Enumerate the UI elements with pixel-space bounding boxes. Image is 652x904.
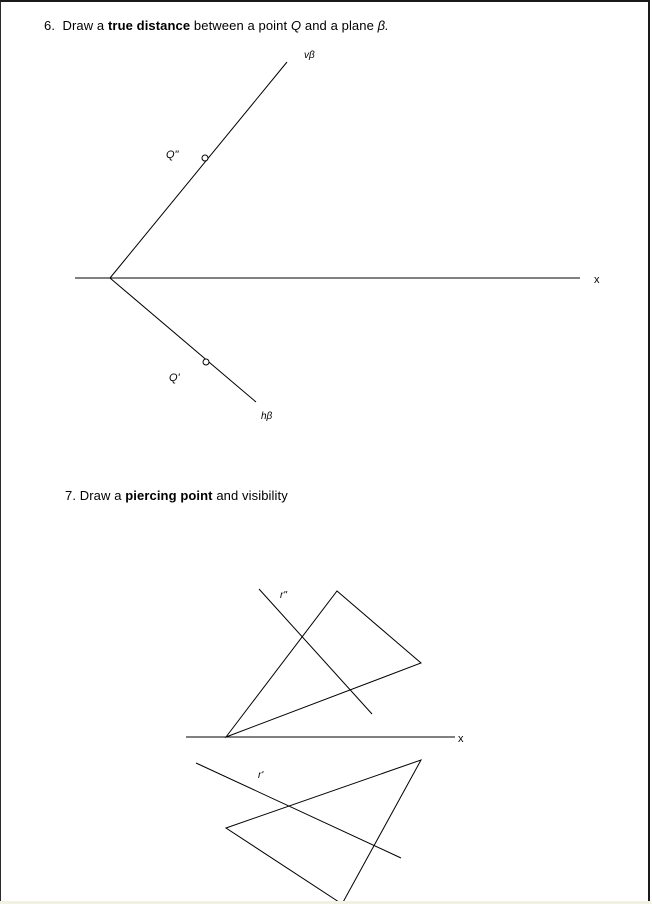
q6-text-pre: Draw a [62, 18, 105, 33]
fig7-triangle-front [226, 591, 421, 737]
q7-bold-term: piercing point [125, 488, 213, 503]
fig6-v-trace [110, 62, 287, 278]
q6-text-and: and a plane [304, 18, 374, 33]
q6-bold-term: true distance [107, 18, 191, 33]
fig7-triangle-top [226, 760, 421, 904]
fig6-point-q-top [203, 359, 209, 365]
fig7-line-r-front [259, 589, 372, 714]
q6-point-symbol: Q [290, 18, 302, 33]
fig6-q-front-label: Q" [166, 149, 179, 161]
q7-text-post: and visibility [216, 488, 288, 503]
fig6-v-trace-label: vβ [304, 50, 315, 61]
fig6-axis-label: x [594, 274, 600, 286]
q6-plane-symbol: β. [377, 18, 389, 33]
fig7-axis-label: x [458, 733, 464, 745]
fig6-h-trace-label: hβ [261, 411, 273, 422]
fig7-r-front-label: r" [280, 590, 287, 601]
q7-text-pre: Draw a [79, 488, 122, 503]
q6-number: 6. [44, 18, 56, 33]
question-7-heading [65, 488, 288, 503]
fig6-q-top-label: Q' [169, 372, 180, 384]
fig7-r-top-label: r' [258, 770, 264, 781]
fig6-point-q-front [202, 155, 208, 161]
q7-number: 7. [65, 488, 77, 503]
fig6-h-trace [110, 278, 256, 402]
q6-text-mid: between a point [193, 18, 288, 33]
